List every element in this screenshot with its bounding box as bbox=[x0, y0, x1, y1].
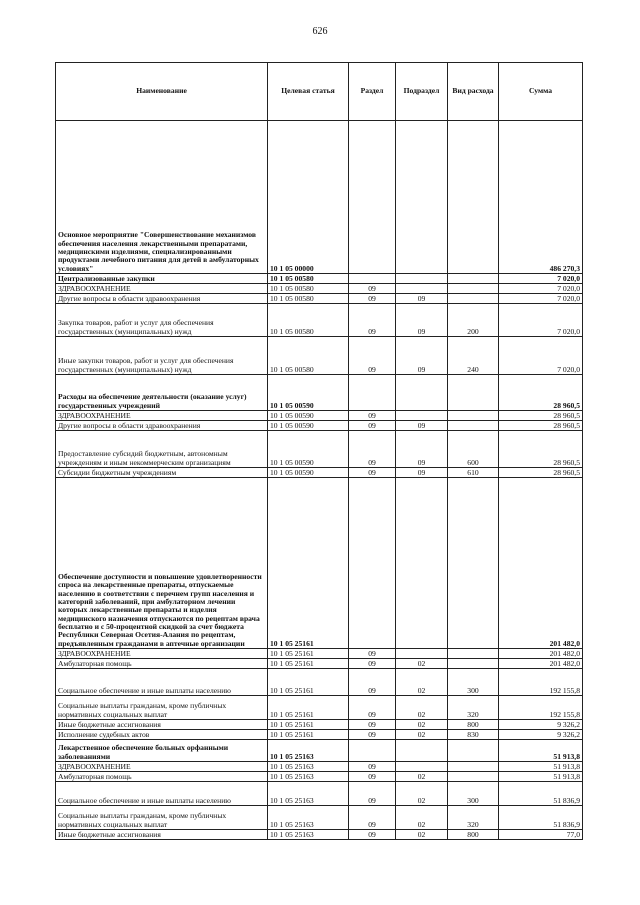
cell-section: 09 bbox=[349, 411, 396, 421]
cell-section bbox=[349, 121, 396, 274]
cell-kind: 200 bbox=[448, 304, 499, 337]
cell-subsection: 02 bbox=[396, 806, 448, 830]
cell-target: 10 1 05 00590 bbox=[268, 468, 349, 478]
cell-name: Социальное обеспечение и иные выплаты населению bbox=[56, 669, 268, 696]
cell-name: Лекарственное обеспечение больных орфанными заболеваниями bbox=[56, 740, 268, 762]
table-row bbox=[56, 337, 583, 375]
cell-kind bbox=[448, 274, 499, 284]
table-row bbox=[56, 421, 583, 431]
cell-target: 10 1 05 00590 bbox=[268, 421, 349, 431]
cell-name: Расходы на обеспечение деятельности (оказание услуг) государственных учреждений bbox=[56, 375, 268, 411]
cell-section: 09 bbox=[349, 431, 396, 468]
cell-kind: 320 bbox=[448, 806, 499, 830]
cell-subsection: 02 bbox=[396, 669, 448, 696]
cell-kind: 600 bbox=[448, 431, 499, 468]
cell-subsection: 02 bbox=[396, 772, 448, 782]
cell-target: 10 1 05 25163 bbox=[268, 806, 349, 830]
cell-section: 09 bbox=[349, 782, 396, 806]
cell-section: 09 bbox=[349, 468, 396, 478]
cell-kind bbox=[448, 659, 499, 669]
table-body bbox=[56, 121, 583, 840]
cell-name: Социальные выплаты гражданам, кроме публичных нормативных социальных выплат bbox=[56, 696, 268, 720]
cell-target: 10 1 05 25161 bbox=[268, 649, 349, 659]
table-row bbox=[56, 478, 583, 649]
cell-sum: 28 960,5 bbox=[499, 468, 583, 478]
cell-sum: 51 836,9 bbox=[499, 806, 583, 830]
cell-kind: 300 bbox=[448, 782, 499, 806]
cell-target: 10 1 05 25161 bbox=[268, 669, 349, 696]
cell-sum: 28 960,5 bbox=[499, 411, 583, 421]
cell-subsection: 02 bbox=[396, 720, 448, 730]
table-row bbox=[56, 830, 583, 840]
table-row bbox=[56, 274, 583, 284]
cell-kind bbox=[448, 284, 499, 294]
table-row bbox=[56, 772, 583, 782]
cell-target: 10 1 05 00590 bbox=[268, 431, 349, 468]
table-row bbox=[56, 468, 583, 478]
cell-sum: 7 020,0 bbox=[499, 274, 583, 284]
cell-section bbox=[349, 478, 396, 649]
cell-section: 09 bbox=[349, 806, 396, 830]
cell-sum: 7 020,0 bbox=[499, 304, 583, 337]
table-row bbox=[56, 696, 583, 720]
cell-name: ЗДРАВООХРАНЕНИЕ bbox=[56, 649, 268, 659]
table-row bbox=[56, 730, 583, 740]
cell-section: 09 bbox=[349, 284, 396, 294]
cell-name: Закупка товаров, работ и услуг для обеспечения государственных (муниципальных) нужд bbox=[56, 304, 268, 337]
cell-section bbox=[349, 740, 396, 762]
cell-target: 10 1 05 25161 bbox=[268, 720, 349, 730]
cell-target: 10 1 05 00590 bbox=[268, 411, 349, 421]
table-row bbox=[56, 659, 583, 669]
col-header-name: Наименование bbox=[56, 63, 268, 121]
cell-section: 09 bbox=[349, 772, 396, 782]
cell-section: 09 bbox=[349, 337, 396, 375]
cell-subsection: 09 bbox=[396, 431, 448, 468]
cell-sum: 28 960,5 bbox=[499, 431, 583, 468]
cell-section: 09 bbox=[349, 659, 396, 669]
cell-sum: 486 270,3 bbox=[499, 121, 583, 274]
cell-sum: 51 913,8 bbox=[499, 740, 583, 762]
cell-target: 10 1 05 00580 bbox=[268, 274, 349, 284]
cell-sum: 51 913,8 bbox=[499, 772, 583, 782]
cell-sum: 28 960,5 bbox=[499, 421, 583, 431]
cell-section: 09 bbox=[349, 730, 396, 740]
cell-sum: 192 155,8 bbox=[499, 669, 583, 696]
cell-section: 09 bbox=[349, 696, 396, 720]
cell-name: Социальное обеспечение и иные выплаты населению bbox=[56, 782, 268, 806]
cell-sum: 51 913,8 bbox=[499, 762, 583, 772]
cell-name: Централизованные закупки bbox=[56, 274, 268, 284]
table-row bbox=[56, 411, 583, 421]
cell-target: 10 1 05 25163 bbox=[268, 762, 349, 772]
cell-sum: 7 020,0 bbox=[499, 337, 583, 375]
cell-subsection bbox=[396, 740, 448, 762]
cell-kind bbox=[448, 375, 499, 411]
cell-kind: 300 bbox=[448, 669, 499, 696]
cell-name: ЗДРАВООХРАНЕНИЕ bbox=[56, 284, 268, 294]
cell-target: 10 1 05 25161 bbox=[268, 659, 349, 669]
page-number: 626 bbox=[312, 26, 328, 37]
col-header-sum: Сумма bbox=[499, 63, 583, 121]
cell-section bbox=[349, 274, 396, 284]
cell-section: 09 bbox=[349, 720, 396, 730]
cell-kind bbox=[448, 294, 499, 304]
cell-name: Субсидии бюджетным учреждениям bbox=[56, 468, 268, 478]
cell-subsection: 09 bbox=[396, 421, 448, 431]
table-row bbox=[56, 284, 583, 294]
cell-kind bbox=[448, 772, 499, 782]
col-header-subsection: Подраздел bbox=[396, 63, 448, 121]
cell-name: ЗДРАВООХРАНЕНИЕ bbox=[56, 411, 268, 421]
cell-subsection: 02 bbox=[396, 730, 448, 740]
cell-target: 10 1 05 00580 bbox=[268, 284, 349, 294]
table-row bbox=[56, 806, 583, 830]
cell-target: 10 1 05 00580 bbox=[268, 304, 349, 337]
cell-subsection: 09 bbox=[396, 304, 448, 337]
cell-subsection bbox=[396, 121, 448, 274]
cell-target: 10 1 05 00590 bbox=[268, 375, 349, 411]
cell-name: Иные бюджетные ассигнования bbox=[56, 830, 268, 840]
cell-kind: 240 bbox=[448, 337, 499, 375]
cell-subsection bbox=[396, 274, 448, 284]
cell-name: Предоставление субсидий бюджетным, автономным учреждениям и иным некоммерческим организациям bbox=[56, 431, 268, 468]
cell-section: 09 bbox=[349, 669, 396, 696]
cell-name: Амбулаторная помощь bbox=[56, 772, 268, 782]
table-row bbox=[56, 740, 583, 762]
cell-section: 09 bbox=[349, 304, 396, 337]
cell-target: 10 1 05 25161 bbox=[268, 730, 349, 740]
table-row bbox=[56, 375, 583, 411]
cell-sum: 9 326,2 bbox=[499, 730, 583, 740]
cell-kind: 830 bbox=[448, 730, 499, 740]
cell-sum: 51 836,9 bbox=[499, 782, 583, 806]
cell-section: 09 bbox=[349, 649, 396, 659]
table-header-row bbox=[56, 63, 583, 121]
cell-sum: 201 482,0 bbox=[499, 649, 583, 659]
cell-target: 10 1 05 00580 bbox=[268, 294, 349, 304]
cell-sum: 28 960,5 bbox=[499, 375, 583, 411]
cell-target: 10 1 05 25163 bbox=[268, 740, 349, 762]
cell-subsection bbox=[396, 411, 448, 421]
cell-target: 10 1 05 00000 bbox=[268, 121, 349, 274]
cell-name: Иные бюджетные ассигнования bbox=[56, 720, 268, 730]
cell-kind bbox=[448, 762, 499, 772]
cell-name: Иные закупки товаров, работ и услуг для обеспечения государственных (муниципальных) нужд bbox=[56, 337, 268, 375]
cell-kind: 610 bbox=[448, 468, 499, 478]
cell-kind: 800 bbox=[448, 720, 499, 730]
cell-kind bbox=[448, 121, 499, 274]
col-header-target: Целевая статья bbox=[268, 63, 349, 121]
cell-subsection bbox=[396, 284, 448, 294]
cell-subsection: 09 bbox=[396, 468, 448, 478]
cell-name: Другие вопросы в области здравоохранения bbox=[56, 421, 268, 431]
cell-kind bbox=[448, 478, 499, 649]
cell-subsection: 02 bbox=[396, 659, 448, 669]
cell-kind bbox=[448, 649, 499, 659]
table-row bbox=[56, 720, 583, 730]
table-row bbox=[56, 782, 583, 806]
cell-target: 10 1 05 25163 bbox=[268, 830, 349, 840]
cell-subsection: 09 bbox=[396, 337, 448, 375]
cell-section: 09 bbox=[349, 830, 396, 840]
cell-target: 10 1 05 25163 bbox=[268, 772, 349, 782]
cell-kind bbox=[448, 740, 499, 762]
cell-subsection: 02 bbox=[396, 830, 448, 840]
cell-kind: 800 bbox=[448, 830, 499, 840]
cell-name: Основное мероприятие "Совершенствование механизмов обеспечения населения лекарственными препаратами, медицинскими изделиями, специализированными продуктами лечебного питания для детей в амбулаторных условиях" bbox=[56, 121, 268, 274]
cell-sum: 7 020,0 bbox=[499, 284, 583, 294]
cell-subsection: 02 bbox=[396, 782, 448, 806]
cell-sum: 77,0 bbox=[499, 830, 583, 840]
cell-section: 09 bbox=[349, 294, 396, 304]
table-row bbox=[56, 762, 583, 772]
table-row bbox=[56, 431, 583, 468]
table-row bbox=[56, 669, 583, 696]
col-header-section: Раздел bbox=[349, 63, 396, 121]
cell-section bbox=[349, 375, 396, 411]
cell-sum: 7 020,0 bbox=[499, 294, 583, 304]
cell-name: ЗДРАВООХРАНЕНИЕ bbox=[56, 762, 268, 772]
cell-name: Амбулаторная помощь bbox=[56, 659, 268, 669]
cell-target: 10 1 05 25161 bbox=[268, 478, 349, 649]
cell-sum: 9 326,2 bbox=[499, 720, 583, 730]
cell-target: 10 1 05 00580 bbox=[268, 337, 349, 375]
cell-subsection: 02 bbox=[396, 696, 448, 720]
cell-target: 10 1 05 25161 bbox=[268, 696, 349, 720]
cell-sum: 201 482,0 bbox=[499, 478, 583, 649]
cell-subsection bbox=[396, 478, 448, 649]
cell-name: Другие вопросы в области здравоохранения bbox=[56, 294, 268, 304]
table-row bbox=[56, 649, 583, 659]
cell-subsection bbox=[396, 375, 448, 411]
budget-table bbox=[55, 62, 583, 840]
cell-sum: 201 482,0 bbox=[499, 659, 583, 669]
cell-subsection bbox=[396, 649, 448, 659]
cell-section: 09 bbox=[349, 762, 396, 772]
cell-subsection: 09 bbox=[396, 294, 448, 304]
col-header-kind: Вид расхода bbox=[448, 63, 499, 121]
cell-kind: 320 bbox=[448, 696, 499, 720]
cell-name: Исполнение судебных актов bbox=[56, 730, 268, 740]
cell-sum: 192 155,8 bbox=[499, 696, 583, 720]
cell-kind bbox=[448, 411, 499, 421]
cell-subsection bbox=[396, 762, 448, 772]
table-row bbox=[56, 294, 583, 304]
cell-name: Социальные выплаты гражданам, кроме публичных нормативных социальных выплат bbox=[56, 806, 268, 830]
cell-section: 09 bbox=[349, 421, 396, 431]
cell-kind bbox=[448, 421, 499, 431]
table-row bbox=[56, 121, 583, 274]
cell-name: Обеспечение доступности и повышение удовлетворенности спроса на лекарственные препараты, отпускаемые населению в соответствии с перечнем групп населения и категорий заболеваний, при амбулаторном лечении которых лекарственные препараты и изделия медицинского назначения отпускаются по рецептам врача бесплатно и с 50-процентной скидкой за счет бюджета Республики Северная Осетия-Алания по рецептам, предъявленным гражданами в аптечные организации bbox=[56, 478, 268, 649]
cell-target: 10 1 05 25163 bbox=[268, 782, 349, 806]
table-row bbox=[56, 304, 583, 337]
